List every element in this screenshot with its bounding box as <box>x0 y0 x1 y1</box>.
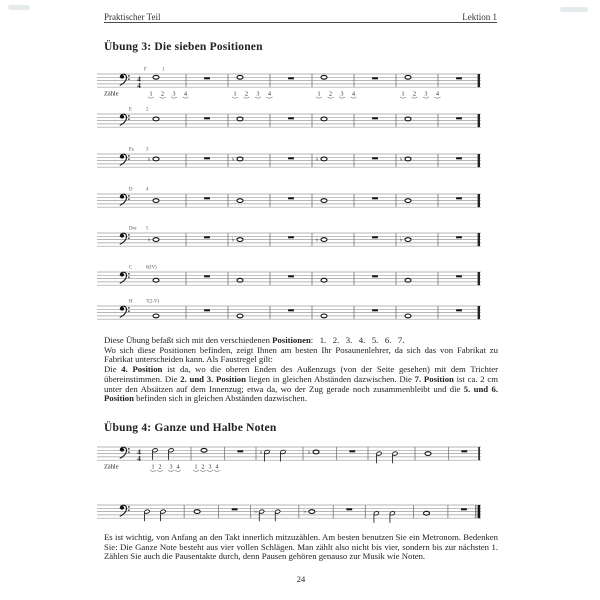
svg-text:4: 4 <box>137 453 141 463</box>
scan-artifact-left <box>8 5 30 10</box>
bass-clef-icon <box>120 194 130 205</box>
uebung3-paragraph: Diese Übung befaßt sich mit den verschiedenen Positionen: 1. 2. 3. 4. 5. 6. 7. Wo sich diese Positionen befinden, zeigt Ihnen am besten Ihr Posaunenlehrer, da sich das von Fabrikat zu Fabrikat unterscheiden kann. Als Faustregel gilt: Die 4. Position ist da, wo die oberen Enden des Außenzugs (von der Seite gesehen) mit dem Trichter übereinstimmen. Die 2. und 3. Position liegen in gleichen Abständen dazwischen. Die 7. Position ist ca. 2 cm unter den Absätzen auf dem Innenzug; etwa da, wo der Zug gerade noch zusammenbleibt und die 5. und 6. Position befinden sich in gleichen Abständen dazwischen. <box>104 335 498 404</box>
u4-staff-2 <box>96 498 498 522</box>
whole-rest <box>456 309 462 311</box>
svg-text:3: 3 <box>256 91 260 98</box>
bass-clef-icon <box>120 233 130 244</box>
uebung4-paragraph: Es ist wichtig, von Anfang an den Takt innerlich mitzuzählen. Am besten benutzen Sie ein Metronom. Bedenken Sie: Die Ganze Note besteht aus vier vollen Schlägen. Man zählt also nicht bis vier, sondern bis zur nächsten 1. Zählen Sie auch die Pausentakte durch, denn Pausen gehören genauso zur Musik wie Noten. <box>104 532 498 562</box>
svg-text:4: 4 <box>146 187 149 193</box>
svg-text:6(IV): 6(IV) <box>146 265 157 271</box>
u3-staff-Des <box>96 223 498 249</box>
svg-text:Des: Des <box>129 226 137 232</box>
uebung4-title: Übung 4: Ganze und Halbe Noten <box>104 422 277 434</box>
half-note <box>389 511 395 523</box>
whole-rest <box>372 197 378 199</box>
whole-note <box>321 157 327 161</box>
svg-text:♭: ♭ <box>147 155 151 163</box>
bass-clef-icon <box>120 114 130 125</box>
svg-text:1: 1 <box>162 67 165 73</box>
whole-rest <box>288 117 294 119</box>
svg-text:3: 3 <box>146 147 149 153</box>
u3-staff-Es <box>96 144 498 170</box>
svg-text:♭: ♭ <box>259 448 263 456</box>
whole-rest <box>456 197 462 199</box>
whole-note <box>405 238 411 242</box>
svg-text:Es: Es <box>129 147 134 153</box>
whole-note <box>405 199 411 203</box>
svg-text:♭: ♭ <box>315 236 319 244</box>
svg-text:Zähle: Zähle <box>104 90 119 98</box>
whole-note <box>405 117 411 121</box>
svg-text:1: 1 <box>233 91 237 98</box>
svg-text:4: 4 <box>268 91 271 98</box>
svg-text:1: 1 <box>317 91 321 98</box>
whole-note <box>153 314 159 318</box>
svg-text:2: 2 <box>329 91 332 98</box>
svg-text:♭: ♭ <box>231 236 235 244</box>
svg-text:5: 5 <box>146 226 149 232</box>
half-note <box>373 511 379 523</box>
whole-note <box>425 452 431 456</box>
svg-text:4: 4 <box>137 80 141 90</box>
svg-text:♭: ♭ <box>231 155 235 163</box>
bass-clef-icon <box>120 306 130 317</box>
svg-text:3: 3 <box>340 91 344 98</box>
whole-rest <box>372 236 378 238</box>
page-number: 24 <box>296 574 306 584</box>
whole-rest <box>204 77 210 79</box>
bass-clef-icon <box>120 154 130 165</box>
svg-text:F: F <box>144 67 147 73</box>
half-note <box>280 450 286 462</box>
svg-text:3: 3 <box>208 464 212 471</box>
whole-rest <box>372 275 378 277</box>
whole-rest <box>204 236 210 238</box>
svg-text:D: D <box>129 187 133 193</box>
whole-note <box>321 75 327 79</box>
whole-rest <box>372 77 378 79</box>
whole-rest <box>372 157 378 159</box>
whole-note <box>153 117 159 121</box>
whole-note <box>321 238 327 242</box>
whole-rest <box>288 77 294 79</box>
whole-note <box>237 75 243 79</box>
whole-rest <box>372 117 378 119</box>
svg-text:4: 4 <box>436 91 439 98</box>
whole-note <box>194 510 200 514</box>
whole-rest <box>346 508 352 510</box>
whole-rest <box>456 236 462 238</box>
svg-text:4: 4 <box>137 74 141 84</box>
whole-rest <box>349 450 355 452</box>
svg-text:2: 2 <box>201 464 205 471</box>
whole-rest <box>237 450 243 452</box>
whole-note <box>321 278 327 282</box>
whole-rest <box>288 275 294 277</box>
svg-text:♭: ♭ <box>254 508 258 516</box>
whole-note <box>237 314 243 318</box>
svg-text:Zähle: Zähle <box>104 463 119 471</box>
svg-text:4: 4 <box>184 91 187 98</box>
whole-note <box>153 157 159 161</box>
whole-note <box>153 278 159 282</box>
whole-note <box>237 117 243 121</box>
whole-note <box>237 157 243 161</box>
svg-text:4: 4 <box>176 464 180 471</box>
svg-text:1: 1 <box>194 464 198 471</box>
svg-text:C: C <box>129 265 133 271</box>
whole-note <box>321 199 327 203</box>
svg-text:4: 4 <box>215 464 219 471</box>
svg-text:2: 2 <box>146 107 149 113</box>
whole-rest <box>288 197 294 199</box>
whole-note <box>153 75 159 79</box>
whole-note <box>405 75 411 79</box>
svg-text:2: 2 <box>413 91 416 98</box>
whole-rest <box>461 450 467 452</box>
svg-text:7(2-V): 7(2-V) <box>146 299 160 305</box>
whole-rest <box>204 197 210 199</box>
svg-text:♭: ♭ <box>399 155 403 163</box>
whole-note <box>237 278 243 282</box>
bass-clef-icon <box>120 505 130 516</box>
svg-text:♭: ♭ <box>307 448 311 456</box>
whole-rest <box>456 157 462 159</box>
whole-note <box>153 238 159 242</box>
u3-staff-H <box>96 296 498 322</box>
header-lesson-label: Lektion 1 <box>462 12 497 22</box>
whole-rest <box>456 77 462 79</box>
whole-note <box>321 314 327 318</box>
svg-text:♭: ♭ <box>315 155 319 163</box>
whole-note <box>423 511 429 515</box>
whole-rest <box>204 117 210 119</box>
whole-note <box>405 314 411 318</box>
svg-text:♭: ♭ <box>303 508 307 516</box>
svg-text:1: 1 <box>149 91 153 98</box>
whole-note <box>237 238 243 242</box>
whole-rest <box>372 309 378 311</box>
half-note <box>264 450 270 462</box>
whole-rest <box>204 309 210 311</box>
u3-staff-F <box>96 62 498 108</box>
whole-rest <box>204 157 210 159</box>
scan-artifact-right <box>560 7 588 12</box>
svg-text:1: 1 <box>151 464 155 471</box>
svg-text:3: 3 <box>172 91 176 98</box>
whole-note <box>321 117 327 121</box>
header-section-label: Praktischer Teil <box>104 12 161 22</box>
whole-rest <box>232 508 238 510</box>
u3-staff-E <box>96 104 498 130</box>
uebung3-title: Übung 3: Die sieben Positionen <box>104 41 263 53</box>
svg-text:3: 3 <box>424 91 428 98</box>
whole-rest <box>204 275 210 277</box>
header-rule <box>104 22 497 23</box>
svg-text:3: 3 <box>169 464 173 471</box>
svg-text:2: 2 <box>158 464 162 471</box>
whole-note <box>405 157 411 161</box>
svg-text:4: 4 <box>137 447 141 457</box>
bass-clef-icon <box>120 272 130 283</box>
whole-rest <box>456 117 462 119</box>
whole-rest <box>456 275 462 277</box>
bass-clef-icon <box>120 74 130 85</box>
svg-text:2: 2 <box>161 91 164 98</box>
u4-staff-1 <box>96 440 498 480</box>
svg-text:2: 2 <box>245 91 248 98</box>
whole-rest <box>288 157 294 159</box>
svg-text:1: 1 <box>401 91 405 98</box>
whole-note <box>309 510 315 514</box>
whole-note <box>313 450 319 454</box>
whole-note <box>153 199 159 203</box>
u3-staff-C <box>96 262 498 288</box>
bass-clef-icon <box>120 447 130 458</box>
whole-rest <box>288 309 294 311</box>
u3-staff-D <box>96 184 498 210</box>
whole-note <box>405 278 411 282</box>
svg-text:♭: ♭ <box>399 236 403 244</box>
svg-text:4: 4 <box>352 91 355 98</box>
svg-text:♭: ♭ <box>147 236 151 244</box>
whole-note <box>237 199 243 203</box>
whole-note <box>201 448 207 452</box>
svg-text:E: E <box>129 107 132 113</box>
svg-text:H: H <box>129 299 133 305</box>
whole-rest <box>288 236 294 238</box>
whole-rest <box>461 508 467 510</box>
